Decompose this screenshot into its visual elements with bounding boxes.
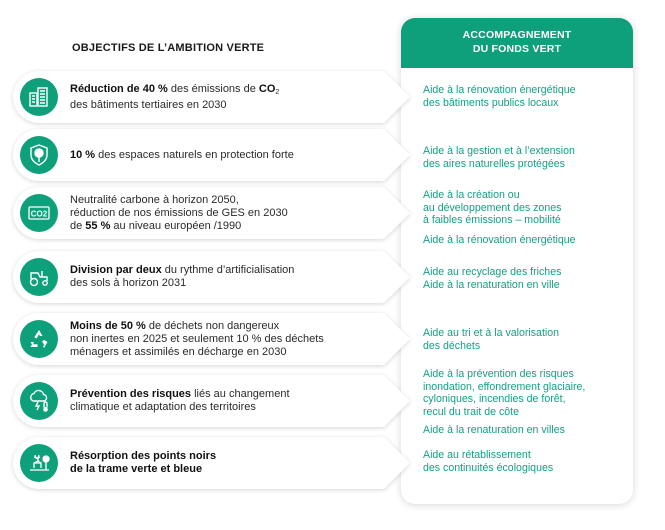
recycle-icon [20, 320, 58, 358]
aid-item: Aide à la gestion et à l’extension des aires naturelles protégées [423, 145, 575, 170]
objective-row [12, 250, 412, 304]
panel-header [401, 18, 633, 68]
left-title: OBJECTIFS DE L’AMBITION VERTE [72, 42, 265, 54]
aid-item: Aide au rétablissement des continuités écologiques [423, 449, 554, 474]
objective-text: Résorption des points noirs de la trame verte et bleue [70, 450, 217, 475]
panel-title-line1: ACCOMPAGNEMENT [462, 29, 572, 41]
aid-item: Aide à la prévention des risques inondation, effondrement glaciaire, cyloniques, incendies de forêt, recul du trait de côte [423, 368, 586, 418]
objective-row [12, 128, 412, 182]
objective-text: Neutralité carbone à horizon 2050, réduction de nos émissions de GES en 2030 de 55 % au niveau européen /1990 [70, 193, 288, 232]
objective-text: Moins de 50 % de déchets non dangereux non inertes en 2025 et seulement 10 % des déchets ménagers et assimilés en décharge en 2030 [70, 319, 324, 358]
svg-text:CO2: CO2 [30, 209, 48, 219]
objective-text: 10 % des espaces naturels en protection forte [70, 148, 294, 161]
objective-row [12, 70, 412, 124]
aid-item: Aide à la création ou au développement des zones à faibles émissions – mobilité [423, 189, 562, 226]
objective-text: Division par deux du rythme d’artificialisation des sols à horizon 2031 [70, 264, 295, 289]
panel-title-line2: DU FONDS VERT [472, 43, 562, 55]
aid-item: Aide à la rénovation énergétique des bâtiments publics locaux [423, 84, 576, 109]
objective-row [12, 186, 412, 240]
tractor-icon [20, 258, 58, 296]
objective-row [12, 374, 412, 428]
objective-text: Prévention des risques liés au changement climatique et adaptation des territoires [70, 388, 290, 413]
protected-tree-icon [20, 136, 58, 174]
storm-thermometer-icon [20, 382, 58, 420]
buildings-icon [20, 78, 58, 116]
objective-text: Réduction de 40 % des émissions de $CO_2$ des bâtiments tertiaires en 2030 [70, 82, 280, 111]
aid-item: Aide au recyclage des friches Aide à la renaturation en ville [423, 266, 562, 291]
deer-tree-icon [20, 444, 58, 482]
aid-item: Aide à la rénovation énergétique [423, 234, 576, 246]
co2-icon [20, 194, 58, 232]
aid-item: Aide à la renaturation en villes [423, 424, 565, 436]
objective-row [12, 436, 412, 490]
objective-row [12, 312, 412, 366]
aid-item: Aide au tri et à la valorisation des déchets [423, 327, 560, 352]
